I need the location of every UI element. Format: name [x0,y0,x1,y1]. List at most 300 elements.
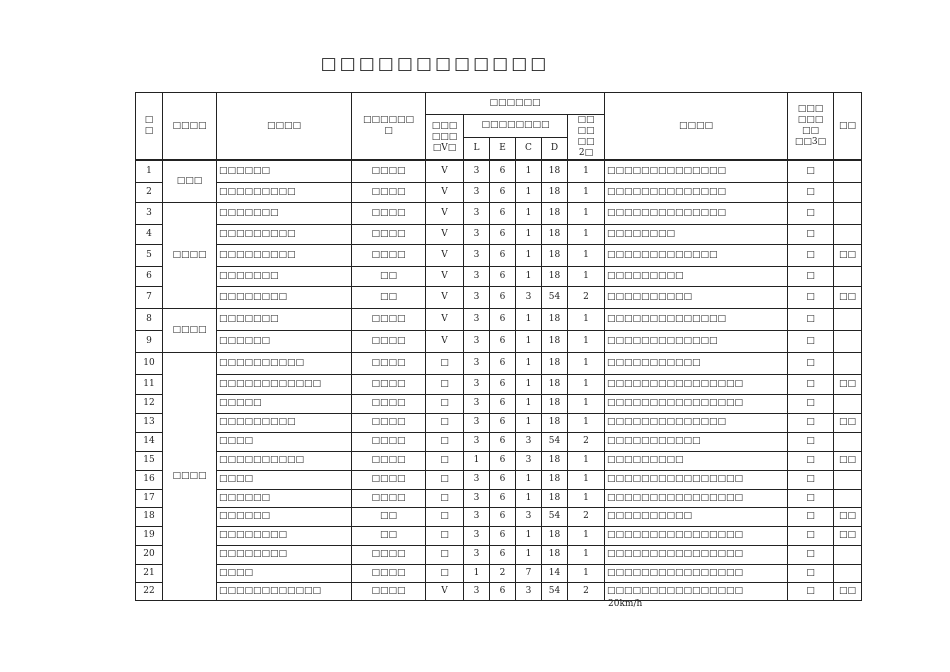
table-row [136,244,862,266]
header-area: □□□□ [163,93,217,161]
cell-m: □□□□□□□□□□□□□ [605,244,788,266]
cell-acc: □ [788,526,834,545]
cell-C: 1 [516,266,542,286]
cell-haz: □□□□ [352,413,426,432]
cell-L: 3 [464,244,490,266]
cell-C: 1 [516,224,542,244]
cell-L: 3 [464,374,490,394]
cell-rem [834,182,862,202]
cell-lvl: 2 [568,507,605,526]
cell-D: 18 [542,244,568,266]
header-hazard-type: □□□□□□ □ [352,93,426,161]
cell-rem [834,564,862,582]
cell-rem: □□ [834,507,862,526]
cell-v: V [426,202,464,224]
footnote: 20km/h [608,599,643,609]
cell-no: 8 [136,308,163,330]
cell-lvl: 1 [568,451,605,470]
table-row [136,394,862,413]
cell-v: V [426,224,464,244]
cell-rem: □□ [834,374,862,394]
table-row [136,224,862,244]
cell-area-group: □□□□ [163,352,217,600]
cell-acc: □ [788,489,834,507]
cell-E: 6 [490,582,516,600]
cell-lvl: 1 [568,413,605,432]
cell-act: □□□□□□□□□ [217,413,352,432]
table-row [136,507,862,526]
cell-D: 18 [542,489,568,507]
cell-no: 11 [136,374,163,394]
cell-D: 18 [542,266,568,286]
cell-C: 1 [516,545,542,564]
cell-haz: □□□□ [352,224,426,244]
cell-L: 3 [464,394,490,413]
cell-rem: □□ [834,244,862,266]
cell-acc: □ [788,202,834,224]
cell-no: 15 [136,451,163,470]
cell-act: □□□□□□ [217,330,352,352]
cell-D: 18 [542,545,568,564]
cell-lvl: 1 [568,564,605,582]
cell-E: 6 [490,374,516,394]
cell-L: 3 [464,470,490,489]
cell-haz: □□□□ [352,394,426,413]
cell-v: □ [426,489,464,507]
cell-v: V [426,182,464,202]
cell-act: □□□□□□□□□ [217,224,352,244]
cell-v: V [426,160,464,182]
cell-lvl: 1 [568,224,605,244]
cell-L: 3 [464,432,490,451]
cell-lvl: 1 [568,394,605,413]
cell-no: 10 [136,352,163,374]
cell-lvl: 1 [568,374,605,394]
cell-haz: □□ [352,507,426,526]
cell-acc: □ [788,564,834,582]
cell-D: 18 [542,470,568,489]
cell-haz: □□□□ [352,489,426,507]
cell-E: 6 [490,330,516,352]
cell-v: V [426,286,464,308]
table-row [136,526,862,545]
cell-m: □□□□□□□□□□□□□□□□ [605,564,788,582]
cell-v: V [426,244,464,266]
table-row [136,489,862,507]
table-row [136,374,862,394]
cell-C: 1 [516,308,542,330]
cell-rem: □□ [834,286,862,308]
cell-act: □□□□□□□□□ [217,182,352,202]
cell-L: 3 [464,507,490,526]
cell-lvl: 1 [568,160,605,182]
cell-lvl: 1 [568,545,605,564]
cell-acc: □ [788,582,834,600]
cell-rem [834,266,862,286]
cell-L: 3 [464,352,490,374]
header-accept: □□□ □□□ □□ □□3□ [788,93,834,161]
cell-E: 6 [490,394,516,413]
cell-lvl: 1 [568,266,605,286]
cell-m: □□□□□□□□□□□□□□□□ [605,489,788,507]
cell-L: 3 [464,182,490,202]
cell-rem: □□ [834,526,862,545]
cell-E: 6 [490,266,516,286]
cell-acc: □ [788,352,834,374]
cell-L: 3 [464,330,490,352]
cell-v: V [426,308,464,330]
cell-acc: □ [788,451,834,470]
cell-rem [834,160,862,182]
cell-haz: □□□□ [352,545,426,564]
cell-haz: □□□□ [352,352,426,374]
header-activity: □□□□ [217,93,352,161]
table-row [136,545,862,564]
cell-L: 3 [464,266,490,286]
cell-D: 18 [542,374,568,394]
cell-v: □ [426,394,464,413]
cell-D: 18 [542,413,568,432]
cell-L: 3 [464,489,490,507]
cell-no: 7 [136,286,163,308]
cell-m: □□□□□□□□□ [605,266,788,286]
cell-lvl: 1 [568,308,605,330]
table-row [136,266,862,286]
cell-rem [834,330,862,352]
cell-area-group: □□□ [163,160,217,202]
cell-acc: □ [788,413,834,432]
cell-C: 1 [516,394,542,413]
cell-rem: □□ [834,451,862,470]
cell-act: □□□□□□□□□□□□ [217,582,352,600]
header-level: □□ □□ □□ 2□ [568,115,605,161]
cell-rem [834,308,862,330]
table-row [136,413,862,432]
cell-C: 1 [516,330,542,352]
cell-C: 1 [516,182,542,202]
table-row [136,432,862,451]
cell-act: □□□□ [217,470,352,489]
cell-acc: □ [788,545,834,564]
cell-E: 6 [490,526,516,545]
cell-C: 1 [516,352,542,374]
cell-acc: □ [788,286,834,308]
cell-m: □□□□□□□□□□□□□□ [605,308,788,330]
cell-acc: □ [788,244,834,266]
cell-no: 2 [136,182,163,202]
cell-no: 22 [136,582,163,600]
cell-L: 3 [464,526,490,545]
cell-L: 1 [464,451,490,470]
table-row [136,182,862,202]
cell-D: 18 [542,394,568,413]
cell-C: 1 [516,244,542,266]
cell-D: 18 [542,182,568,202]
cell-act: □□□□□□□□□□ [217,451,352,470]
cell-rem [834,394,862,413]
cell-no: 16 [136,470,163,489]
cell-m: □□□□□□□□□□□□□□ [605,413,788,432]
cell-area-group: □□□□ [163,308,217,352]
cell-rem [834,224,862,244]
cell-act: □□□□□□□□□ [217,244,352,266]
cell-D: 14 [542,564,568,582]
cell-no: 20 [136,545,163,564]
cell-act: □□□□□□ [217,489,352,507]
cell-haz: □□□□ [352,202,426,224]
table-row [136,564,862,582]
cell-lvl: 2 [568,432,605,451]
cell-haz: □□□□ [352,582,426,600]
cell-rem [834,489,862,507]
page-title: □□□□□□□□□□□□ [320,54,550,74]
cell-acc: □ [788,330,834,352]
cell-E: 6 [490,545,516,564]
cell-act: □□□□ [217,432,352,451]
cell-E: 6 [490,352,516,374]
cell-act: □□□□□□□ [217,202,352,224]
cell-acc: □ [788,160,834,182]
cell-m: □□□□□□□□□ [605,451,788,470]
cell-acc: □ [788,308,834,330]
cell-rem [834,470,862,489]
cell-acc: □ [788,266,834,286]
cell-rem [834,432,862,451]
cell-C: 1 [516,526,542,545]
cell-acc: □ [788,224,834,244]
cell-haz: □□□□ [352,564,426,582]
table-row [136,582,862,600]
cell-lvl: 1 [568,526,605,545]
cell-no: 13 [136,413,163,432]
cell-haz: □□□□ [352,244,426,266]
cell-acc: □ [788,182,834,202]
table-row [136,330,862,352]
cell-E: 6 [490,432,516,451]
cell-C: 1 [516,202,542,224]
cell-m: □□□□□□□□□□□□□ [605,330,788,352]
cell-no: 1 [136,160,163,182]
table-row [136,160,862,182]
cell-D: 18 [542,451,568,470]
cell-m: □□□□□□□□□□□□□□□□ [605,470,788,489]
cell-C: 3 [516,451,542,470]
cell-lvl: 1 [568,352,605,374]
cell-E: 2 [490,564,516,582]
cell-no: 5 [136,244,163,266]
cell-no: 17 [136,489,163,507]
cell-no: 14 [136,432,163,451]
cell-C: 1 [516,160,542,182]
cell-C: 1 [516,489,542,507]
cell-D: 54 [542,582,568,600]
cell-v: V [426,266,464,286]
header-eval-group: □□□□□□ [426,93,605,115]
table-row [136,470,862,489]
cell-act: □□□□□□□ [217,308,352,330]
table-row [136,451,862,470]
cell-m: □□□□□□□□ [605,224,788,244]
table-row [136,202,862,224]
cell-D: 18 [542,202,568,224]
cell-v: □ [426,545,464,564]
cell-E: 6 [490,507,516,526]
cell-act: □□□□□□ [217,160,352,182]
cell-lvl: 1 [568,182,605,202]
cell-m: □□□□□□□□□□ [605,507,788,526]
cell-m: □□□□□□□□□□□□□□□□ [605,374,788,394]
cell-haz: □□□□ [352,470,426,489]
cell-act: □□□□□□ [217,507,352,526]
cell-area-group: □□□□ [163,202,217,308]
cell-haz: □□ [352,266,426,286]
cell-acc: □ [788,394,834,413]
cell-C: 3 [516,286,542,308]
cell-D: 18 [542,330,568,352]
cell-v: □ [426,526,464,545]
cell-rem [834,352,862,374]
cell-v: □ [426,352,464,374]
cell-lvl: 1 [568,330,605,352]
cell-rem: □□ [834,582,862,600]
cell-rem: □□ [834,413,862,432]
cell-m: □□□□□□□□□□□□□□ [605,160,788,182]
cell-act: □□□□□□□□□□ [217,352,352,374]
cell-haz: □□□□ [352,451,426,470]
cell-C: 1 [516,374,542,394]
cell-L: 3 [464,160,490,182]
cell-m: □□□□□□□□□□ [605,286,788,308]
header-col-a: □□□ □□□ □V□ [426,115,464,161]
cell-haz: □□□□ [352,330,426,352]
cell-no: 6 [136,266,163,286]
cell-L: 3 [464,545,490,564]
cell-v: □ [426,432,464,451]
cell-lvl: 1 [568,489,605,507]
cell-C: 3 [516,507,542,526]
cell-rem [834,202,862,224]
cell-m: □□□□□□□□□□□□□□□□ [605,394,788,413]
cell-act: □□□□□□□□ [217,526,352,545]
cell-lvl: 1 [568,202,605,224]
cell-m: □□□□□□□□□□□□□□□□ [605,526,788,545]
cell-haz: □□ [352,286,426,308]
cell-no: 21 [136,564,163,582]
cell-D: 54 [542,286,568,308]
cell-L: 3 [464,413,490,432]
cell-no: 9 [136,330,163,352]
cell-acc: □ [788,470,834,489]
cell-E: 6 [490,244,516,266]
cell-L: 3 [464,582,490,600]
cell-E: 6 [490,451,516,470]
cell-E: 6 [490,286,516,308]
header-seq: □ □ [136,93,163,161]
cell-D: 18 [542,224,568,244]
cell-E: 6 [490,470,516,489]
cell-haz: □□□□ [352,432,426,451]
cell-E: 6 [490,489,516,507]
cell-m: □□□□□□□□□□□ [605,432,788,451]
cell-E: 6 [490,160,516,182]
cell-no: 12 [136,394,163,413]
cell-no: 19 [136,526,163,545]
header-D: D [542,137,568,160]
cell-acc: □ [788,374,834,394]
cell-D: 18 [542,308,568,330]
cell-haz: □□□□ [352,374,426,394]
cell-lvl: 1 [568,470,605,489]
cell-L: 1 [464,564,490,582]
table-row [136,308,862,330]
cell-D: 18 [542,160,568,182]
cell-rem [834,545,862,564]
table-row [136,286,862,308]
cell-L: 3 [464,308,490,330]
cell-m: □□□□□□□□□□□ [605,352,788,374]
cell-act: □□□□□ [217,394,352,413]
cell-m: □□□□□□□□□□□□□□□□ [605,545,788,564]
cell-v: □ [426,564,464,582]
header-measures: □□□□ [605,93,788,161]
header-E: E [490,137,516,160]
cell-act: □□□□□□□ [217,266,352,286]
header-L: L [464,137,490,160]
cell-lvl: 2 [568,286,605,308]
cell-no: 18 [136,507,163,526]
cell-C: 7 [516,564,542,582]
cell-D: 54 [542,432,568,451]
header-C: C [516,137,542,160]
risk-assessment-table [135,92,862,601]
cell-v: □ [426,413,464,432]
cell-haz: □□□□ [352,160,426,182]
cell-lvl: 2 [568,582,605,600]
cell-D: 54 [542,507,568,526]
cell-haz: □□□□ [352,182,426,202]
cell-E: 6 [490,182,516,202]
cell-v: V [426,582,464,600]
cell-D: 18 [542,526,568,545]
cell-act: □□□□□□□□□□□□ [217,374,352,394]
cell-v: V [426,330,464,352]
header-lec-group: □□□□□□□□ [464,115,568,138]
cell-acc: □ [788,507,834,526]
cell-L: 3 [464,286,490,308]
cell-lvl: 1 [568,244,605,266]
cell-m: □□□□□□□□□□□□□□ [605,182,788,202]
cell-C: 1 [516,470,542,489]
cell-act: □□□□□□□□ [217,545,352,564]
cell-m: □□□□□□□□□□□□□□□□ [605,582,788,600]
cell-L: 3 [464,202,490,224]
cell-E: 6 [490,413,516,432]
cell-haz: □□□□ [352,308,426,330]
cell-no: 3 [136,202,163,224]
cell-C: 1 [516,413,542,432]
cell-v: □ [426,374,464,394]
cell-m: □□□□□□□□□□□□□□ [605,202,788,224]
cell-v: □ [426,451,464,470]
cell-act: □□□□ [217,564,352,582]
cell-v: □ [426,470,464,489]
cell-D: 18 [542,352,568,374]
cell-E: 6 [490,308,516,330]
cell-L: 3 [464,224,490,244]
table-row [136,352,862,374]
cell-v: □ [426,507,464,526]
cell-E: 6 [490,202,516,224]
